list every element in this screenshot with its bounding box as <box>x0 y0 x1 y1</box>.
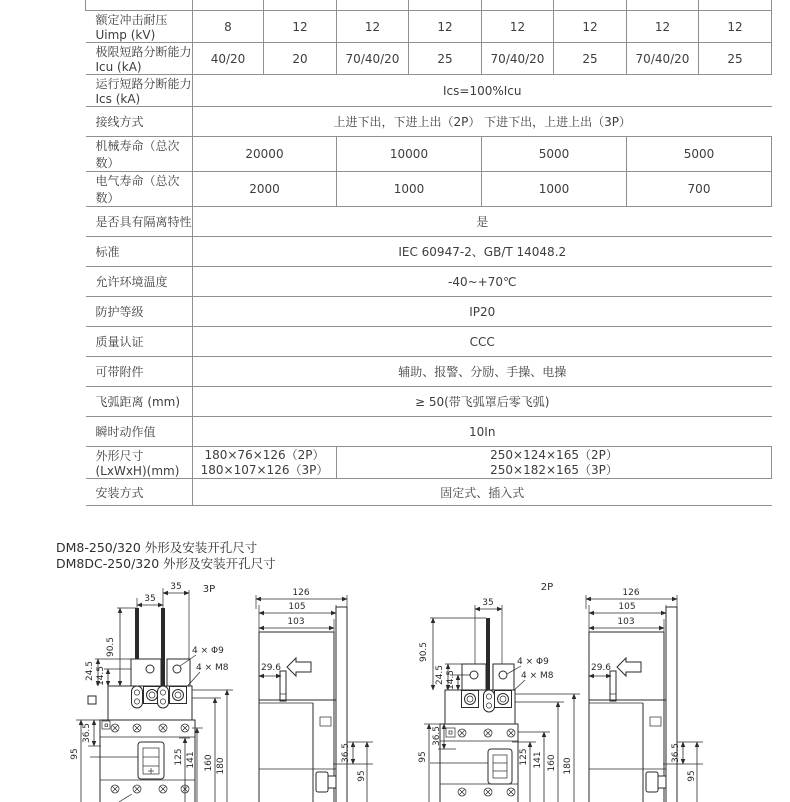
dim-95: 95 <box>70 748 80 760</box>
cover-screw <box>159 724 167 732</box>
spec-table-section <box>85 0 772 506</box>
table-row-dimensions <box>86 447 772 479</box>
cell-value: 700 <box>627 172 772 207</box>
face-dims-3p <box>70 720 101 802</box>
insert-direction-arrow-icon <box>287 658 311 676</box>
partial-cell <box>193 0 264 11</box>
table-row <box>86 387 772 417</box>
row-label: 机械寿命（总次数） <box>86 137 193 172</box>
cell-value: 10000 <box>337 137 482 172</box>
drawing-section-title <box>56 540 276 572</box>
cell-value: 25 <box>699 43 772 75</box>
cover-screw <box>181 724 189 732</box>
cell-value: 12 <box>699 11 772 43</box>
cover-screw <box>159 785 167 793</box>
cover-screw <box>458 788 466 796</box>
row-label: 瞬时动作值 <box>86 417 193 447</box>
table-row <box>86 479 772 506</box>
cell-value: 12 <box>482 11 554 43</box>
dim-180: 180 <box>563 757 573 775</box>
cover-screw <box>111 785 119 793</box>
row-label: 飞弧距离 (mm) <box>86 387 193 417</box>
cell-value: 70/40/20 <box>482 43 554 75</box>
table-row <box>86 137 772 172</box>
side-height-dims <box>333 742 373 802</box>
cell-value <box>337 447 772 479</box>
toggle-handle-3p <box>90 742 164 779</box>
cover-screw <box>484 788 492 796</box>
dim-160: 160 <box>204 754 214 772</box>
cell-value: -40~+70℃ <box>193 267 772 297</box>
cell-value: 70/40/20 <box>337 43 409 75</box>
table-row <box>86 43 772 75</box>
cell-value: 40/20 <box>193 43 264 75</box>
row-label: 安装方式 <box>86 479 193 506</box>
cell-value: CCC <box>193 327 772 357</box>
cell-value: 25 <box>554 43 627 75</box>
side-body <box>259 607 347 802</box>
table-row <box>86 417 772 447</box>
dim-36-5: 36.5 <box>82 722 92 744</box>
table-top-partial-row <box>86 0 772 11</box>
cell-value: 辅助、报警、分励、手操、电操 <box>193 357 772 387</box>
dimension-3p: 180×107×126（3P） <box>200 462 329 477</box>
cell-value: 5000 <box>482 137 627 172</box>
table-row <box>86 267 772 297</box>
top-pitch-dim-2p <box>475 598 502 609</box>
breaker-body-2p <box>440 690 518 802</box>
pole-2p-label: 2P <box>540 582 554 593</box>
dim-105: 105 <box>288 602 306 612</box>
row-label: 极限短路分断能力 Icu (kA) <box>86 43 193 75</box>
side-width-dims <box>256 588 347 632</box>
cover-screw <box>484 729 492 737</box>
row-label: 额定冲击耐压 Uimp (kV) <box>86 11 193 43</box>
row-label: 防护等级 <box>86 297 193 327</box>
dim-90-5: 90.5 <box>419 641 429 663</box>
row-label: 质量认证 <box>86 327 193 357</box>
terminal-lug <box>158 686 169 708</box>
dim-95: 95 <box>357 770 367 782</box>
partial-cell <box>86 0 193 11</box>
row-label: 接线方式 <box>86 107 193 137</box>
partial-cell <box>554 0 627 11</box>
height-dims-2p <box>512 694 580 802</box>
cell-value: 25 <box>409 43 482 75</box>
cover-screw <box>507 729 515 737</box>
cover-screw <box>507 788 515 796</box>
cover-screw <box>133 785 141 793</box>
blade-offset-dim <box>259 663 281 676</box>
cell-value: 1000 <box>482 172 627 207</box>
dim-125: 125 <box>519 748 529 766</box>
dim-160: 160 <box>547 754 557 772</box>
cell-value: IEC 60947-2、GB/T 14048.2 <box>193 237 772 267</box>
cover-screw <box>458 729 466 737</box>
row-label: 运行短路分断能力 Ics (kA) <box>86 75 193 107</box>
row-label: 可带附件 <box>86 357 193 387</box>
table-row <box>86 237 772 267</box>
table-row <box>86 297 772 327</box>
mounting-hole-callout: 4 × Φ9 <box>192 646 224 656</box>
cell-value: 12 <box>264 11 337 43</box>
cell-value: 12 <box>554 11 627 43</box>
partial-cell <box>337 0 409 11</box>
cell-value: 1000 <box>337 172 482 207</box>
plate-dims-3p <box>85 659 108 686</box>
dim-35: 35 <box>144 594 156 604</box>
dimension-3p: 250×182×165（3P） <box>490 462 618 477</box>
title-line-dm8dc: DM8DC-250/320 外形及安装开孔尺寸 <box>56 556 276 571</box>
side-view-2p <box>586 588 703 802</box>
terminal-pad <box>495 691 512 708</box>
cell-value: 12 <box>337 11 409 43</box>
cell-value: 2000 <box>193 172 337 207</box>
title-line-dm8: DM8-250/320 外形及安装开孔尺寸 <box>56 540 258 555</box>
cover-screw <box>111 724 119 732</box>
partial-cell <box>627 0 699 11</box>
cell-value: IP20 <box>193 297 772 327</box>
cover-screw <box>133 724 141 732</box>
table-row <box>86 207 772 237</box>
table-row <box>86 357 772 387</box>
cell-value: 固定式、插入式 <box>193 479 772 506</box>
mounting-hole-callout: 4 × Φ9 <box>517 657 549 667</box>
table-row <box>86 107 772 137</box>
outline-drawings <box>0 572 790 802</box>
spec-table <box>85 0 772 506</box>
row-label: 电气寿命（总次数） <box>86 172 193 207</box>
dim-24-5: 24.5 <box>85 660 95 682</box>
table-row <box>86 327 772 357</box>
plate-dims-2p <box>435 664 458 690</box>
dimension-2p: 180×76×126（2P） <box>204 447 325 462</box>
front-view-2p <box>418 598 580 802</box>
dim-103: 103 <box>287 617 305 627</box>
dim-126: 126 <box>292 588 310 598</box>
dim-90-5: 90.5 <box>106 636 116 658</box>
side-view-3p <box>256 588 373 802</box>
dim-29-6: 29.6 <box>260 663 282 673</box>
pole-3p-label: 3P <box>202 584 216 595</box>
dim-35: 35 <box>482 598 494 608</box>
terminal-screw-callout: 4 × M8 <box>521 671 554 681</box>
mounting-plates-3p <box>95 659 190 686</box>
partial-cell <box>699 0 772 11</box>
cell-value: 8 <box>193 11 264 43</box>
dim-141: 141 <box>533 751 543 769</box>
cell-value: 5000 <box>627 137 772 172</box>
cell-value: 10In <box>193 417 772 447</box>
cell-value: 20 <box>264 43 337 75</box>
table-row <box>86 75 772 107</box>
cell-value: 12 <box>627 11 699 43</box>
cell-value <box>193 447 337 479</box>
terminal-pad <box>462 691 479 708</box>
cell-value: 12 <box>409 11 482 43</box>
dimension-2p: 250×124×165（2P） <box>490 447 618 462</box>
dim-14-5: 14.5 <box>96 665 106 687</box>
dim-24-5: 24.5 <box>435 664 445 686</box>
terminal-lug <box>132 686 143 708</box>
front-view-3p <box>70 582 233 802</box>
table-row <box>86 172 772 207</box>
toggle-handle-2p <box>430 749 512 784</box>
cell-value: 70/40/20 <box>627 43 699 75</box>
partial-cell <box>264 0 337 11</box>
row-label: 允许环境温度 <box>86 267 193 297</box>
dim-14-5: 14.5 <box>446 669 456 691</box>
dim-95: 95 <box>418 751 428 763</box>
terminal-pad <box>170 687 187 704</box>
terminal-lug <box>484 690 495 712</box>
dim-35: 35 <box>170 582 182 592</box>
dim-36-5: 36.5 <box>341 742 351 764</box>
table-row <box>86 11 772 43</box>
terminal-screw-callout: 4 × M8 <box>196 663 229 673</box>
row-label: 外形尺寸 (LxWxH)(mm) <box>86 447 193 479</box>
cell-value: Ics=100%Icu <box>193 75 772 107</box>
cell-value: 是 <box>193 207 772 237</box>
cell-value: 20000 <box>193 137 337 172</box>
row-label: 标准 <box>86 237 193 267</box>
dim-180: 180 <box>216 757 226 775</box>
terminal-blade <box>280 671 286 701</box>
cell-value: ≥ 50(带飞弧罩后零飞弧) <box>193 387 772 417</box>
dim-125: 125 <box>174 748 184 766</box>
dim-36-5: 36.5 <box>432 725 442 747</box>
cell-value: 上进下出，下进上出（2P） 下进下出，上进上出（3P） <box>193 107 772 137</box>
partial-cell <box>409 0 482 11</box>
row-label: 是否具有隔离特性 <box>86 207 193 237</box>
partial-cell <box>482 0 554 11</box>
dim-141: 141 <box>186 751 196 769</box>
